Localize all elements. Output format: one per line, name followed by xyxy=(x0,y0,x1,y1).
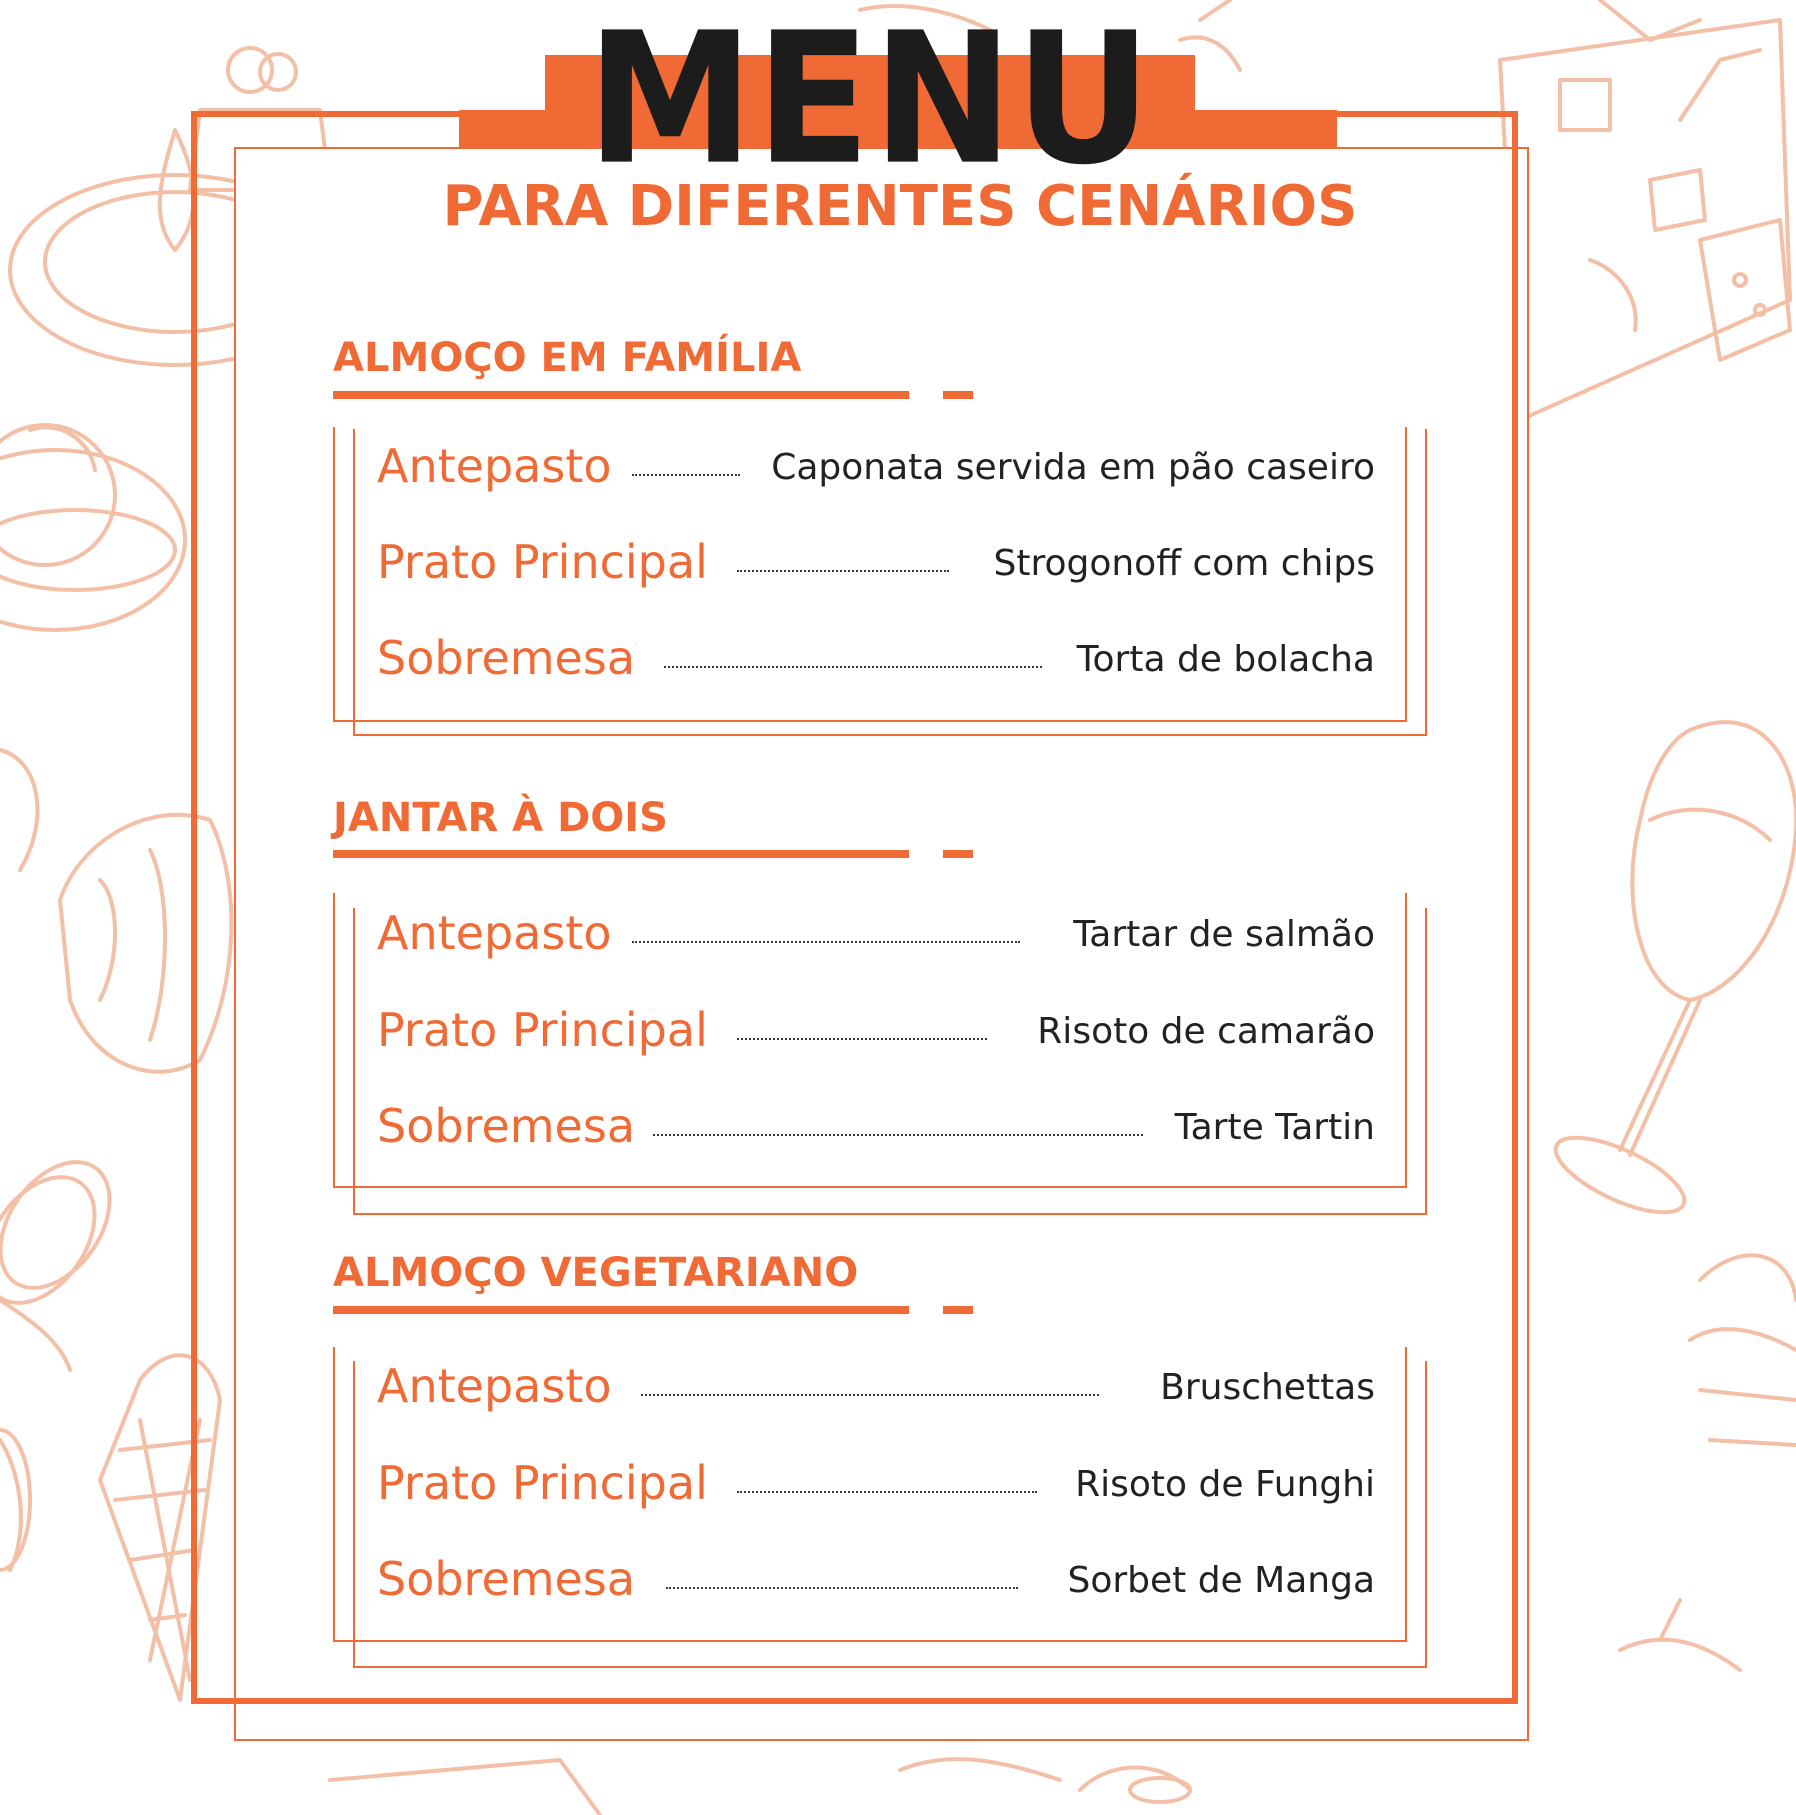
course-label: Prato Principal xyxy=(377,1456,708,1510)
course-label: Prato Principal xyxy=(377,535,708,589)
section-dash xyxy=(943,850,973,858)
cheese-board-sketch-icon xyxy=(1500,0,1790,420)
dish-name: Bruschettas xyxy=(1160,1367,1375,1408)
cake-sketch-icon xyxy=(0,425,185,630)
section-underline xyxy=(333,391,909,399)
dot-leader xyxy=(666,1587,1018,1589)
dish-name: Caponata servida em pão caseiro xyxy=(771,447,1375,488)
dish-name: Tartar de salmão xyxy=(1073,914,1375,955)
section-dash xyxy=(943,391,973,399)
menu-item xyxy=(375,436,1375,496)
course-label: Sobremesa xyxy=(377,1552,636,1606)
macaron-sketch-icon xyxy=(0,1142,132,1370)
menu-item xyxy=(375,532,1375,592)
menu-item xyxy=(375,1356,1375,1416)
dot-leader xyxy=(737,1038,987,1040)
menu-title: MENU xyxy=(586,0,1154,205)
section-underline xyxy=(333,1306,909,1314)
menu-item xyxy=(375,1549,1375,1609)
menu-item xyxy=(375,1000,1375,1060)
menu-item xyxy=(375,903,1375,963)
section-dash xyxy=(943,1306,973,1314)
course-label: Sobremesa xyxy=(377,631,636,685)
bottom-cake-sketch-icon xyxy=(330,1759,1190,1815)
dot-leader xyxy=(632,941,1020,943)
dish-name: Strogonoff com chips xyxy=(993,543,1375,584)
menu-subtitle: PARA DIFERENTES CENÁRIOS xyxy=(442,174,1358,239)
dish-name: Tarte Tartin xyxy=(1174,1107,1375,1148)
section-underline xyxy=(333,850,909,858)
dot-leader xyxy=(632,474,740,476)
dot-leader xyxy=(737,1491,1037,1493)
section-title-almoco-familia: ALMOÇO EM FAMÍLIA xyxy=(333,335,802,381)
dot-leader xyxy=(664,666,1042,668)
dot-leader xyxy=(653,1134,1143,1136)
dot-leader xyxy=(737,570,949,572)
wine-glass-sketch-icon xyxy=(1546,722,1796,1227)
course-label: Sobremesa xyxy=(377,1099,636,1153)
course-label: Prato Principal xyxy=(377,1003,708,1057)
dish-name: Torta de bolacha xyxy=(1076,639,1375,680)
course-label: Antepasto xyxy=(377,439,612,493)
cupcake-sketch-icon xyxy=(1690,1255,1796,1445)
dish-name: Sorbet de Manga xyxy=(1067,1560,1375,1601)
course-label: Antepasto xyxy=(377,1359,612,1413)
section-title-jantar-dois: JANTAR À DOIS xyxy=(333,795,668,841)
leaf-sketch-icon xyxy=(1620,1600,1740,1670)
dish-name: Risoto de Funghi xyxy=(1075,1464,1375,1505)
menu-item xyxy=(375,628,1375,688)
dish-name: Risoto de camarão xyxy=(1037,1011,1375,1052)
dot-leader xyxy=(641,1394,1099,1396)
menu-item xyxy=(375,1453,1375,1513)
section-title-almoco-vegetariano: ALMOÇO VEGETARIANO xyxy=(333,1250,859,1296)
cup-sketch-icon xyxy=(0,1430,30,1570)
menu-item xyxy=(375,1096,1375,1156)
course-label: Antepasto xyxy=(377,906,612,960)
